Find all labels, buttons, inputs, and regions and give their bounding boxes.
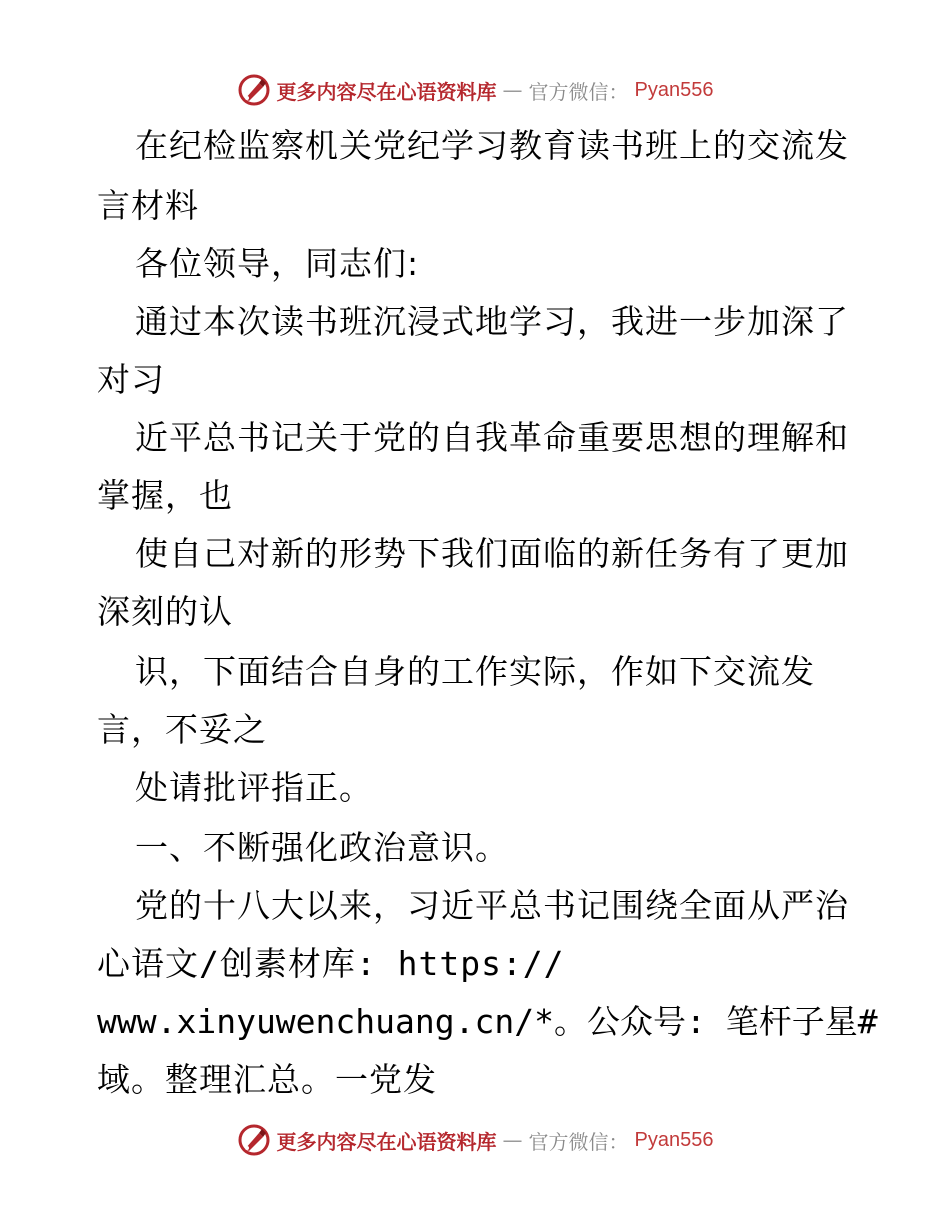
body-line: 识，下面结合自身的工作实际，作如下交流发 <box>135 652 815 691</box>
banner-wechat-id: Pyan556 <box>634 78 714 101</box>
banner-dash: — <box>502 78 523 102</box>
body-line: 域。整理汇总。一党发 <box>97 1060 437 1099</box>
body-line: 对习 <box>97 360 165 399</box>
banner-title: 更多内容尽在心语资料库 <box>276 79 497 104</box>
body-line: 掌握，也 <box>97 476 233 515</box>
header-banner <box>0 70 950 110</box>
watermark-url-line: www.xinyuwenchuang.cn/*。公众号: 笔杆子星# <box>97 1002 878 1041</box>
watermark-line: 心语文/创素材库: https:// <box>97 944 565 983</box>
pen-logo-icon <box>237 73 271 107</box>
body-line: 言，不妥之 <box>97 710 267 749</box>
body-line: 使自己对新的形势下我们面临的新任务有了更加 <box>135 534 849 573</box>
body-line: 深刻的认 <box>97 592 233 631</box>
banner-wechat-label: 官方微信： <box>528 79 629 104</box>
body-line: 近平总书记关于党的自我革命重要思想的理解和 <box>135 418 849 457</box>
body-line: 在纪检监察机关党纪学习教育读书班上的交流发 <box>135 126 849 165</box>
banner-dash: — <box>502 1128 523 1152</box>
header-banner-content <box>237 73 714 107</box>
pen-logo-icon <box>237 1123 271 1157</box>
body-line: 处请批评指正。 <box>135 768 373 807</box>
banner-wechat-label: 官方微信： <box>528 1129 629 1154</box>
banner-wechat-id: Pyan556 <box>634 1128 714 1151</box>
body-line: 各位领导，同志们: <box>135 244 420 283</box>
section-heading: 一、不断强化政治意识。 <box>135 828 509 867</box>
footer-banner-content <box>237 1123 714 1157</box>
banner-title: 更多内容尽在心语资料库 <box>276 1129 497 1154</box>
footer-banner <box>0 1120 950 1160</box>
body-line: 言材料 <box>97 186 199 225</box>
body-line: 党的十八大以来，习近平总书记围绕全面从严治 <box>135 886 849 925</box>
body-line: 通过本次读书班沉浸式地学习，我进一步加深了 <box>135 302 849 341</box>
